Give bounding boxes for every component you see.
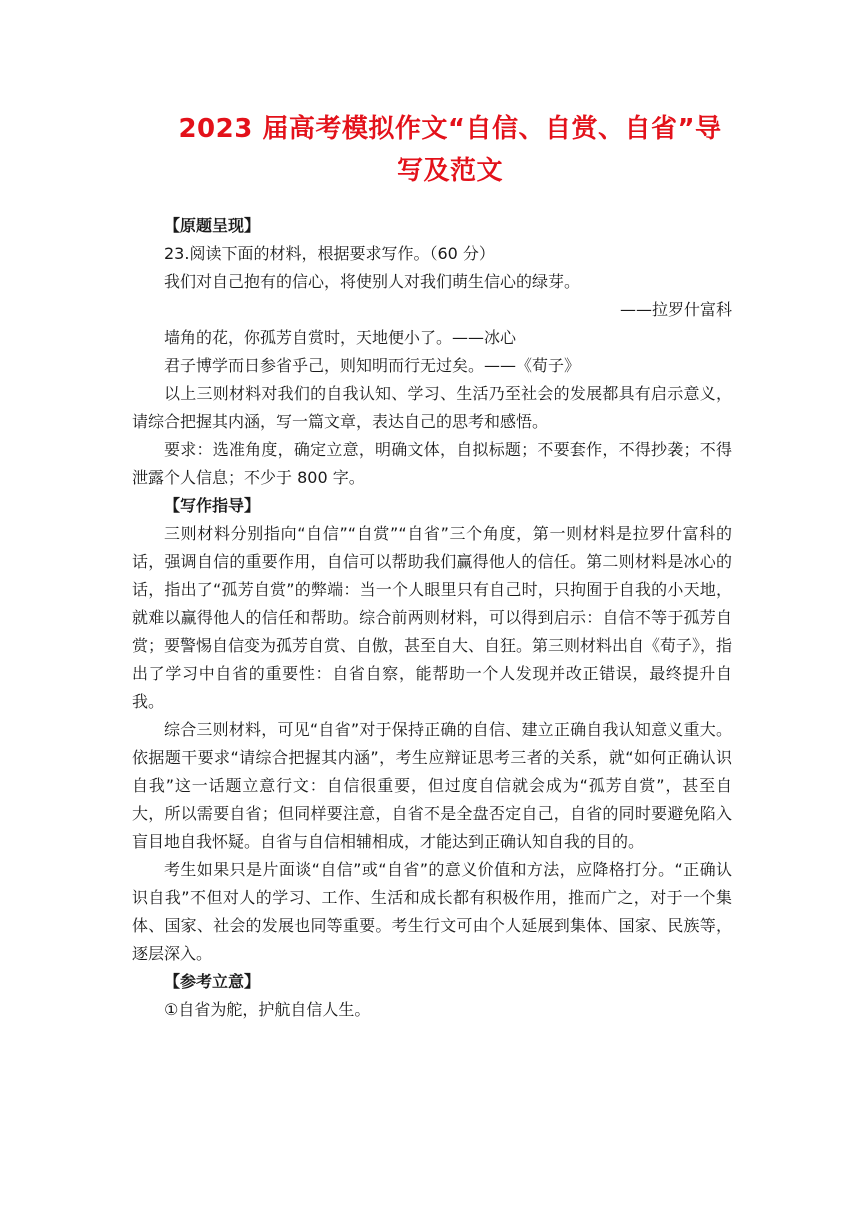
quote-1: 我们对自己抱有的信心，将使别人对我们萌生信心的绿芽。 [164,272,581,291]
document-title [140,108,760,192]
section-heading-reference: 【参考立意】 [164,972,261,991]
prompt-instruction: 以上三则材料对我们的自我认知、学习、生活乃至社会的发展都具有启示意义，请综合把握其内涵，写一篇文章，表达自己的思考和感悟。 [132,384,732,431]
prompt-requirements: 要求：选准角度，确定立意，明确文体，自拟标题；不要套作，不得抄袭；不得泄露个人信息；不少于 800 字。 [132,440,732,487]
quote-3: 君子博学而日参省乎己，则知明而行无过矣。——《荀子》 [164,356,581,375]
document-body [132,212,732,1024]
section-heading-guide: 【写作指导】 [164,496,261,515]
section-heading-prompt: 【原题呈现】 [164,216,261,235]
title-line-1: 2023 届高考模拟作文“自信、自赏、自省”导 [178,114,722,144]
guide-paragraph-1: 三则材料分别指向“自信”“自赏”“自省”三个角度，第一则材料是拉罗什富科的话，强调自信的重要作用，自信可以帮助我们赢得他人的信任。第二则材料是冰心的话，指出了“孤芳自赏”的弊端：当一个人眼里只有自己时，只拘囿于自我的小天地，就难以赢得他人的信任和帮助。综合前两则材料，可以得到启示：自信不等于孤芳自赏；要警惕自信变为孤芳自赏、自傲，甚至自大、自狂。第三则材料出自《荀子》，指出了学习中自省的重要性：自省自察，能帮助一个人发现并改正错误，最终提升自我。 [132,524,733,711]
reference-item-1: ①自省为舵，护航自信人生。 [164,1000,371,1019]
title-line-2: 写及范文 [396,156,503,186]
guide-paragraph-2: 综合三则材料，可见“自省”对于保持正确的自信、建立正确自我认知意义重大。依据题干要求“请综合把握其内涵”，考生应辩证思考三者的关系，就“如何正确认识自我”这一话题立意行文：自信很重要，但过度自信就会成为“孤芳自赏”，甚至自大，所以需要自省；但同样要注意，自省不是全盘否定自己，自省的同时要避免陷入盲目地自我怀疑。自省与自信相辅相成，才能达到正确认知自我的目的。 [132,720,732,851]
quote-2: 墙角的花，你孤芳自赏时，天地便小了。——冰心 [164,328,517,347]
guide-paragraph-3: 考生如果只是片面谈“自信”或“自省”的意义价值和方法，应降格打分。“正确认识自我”不但对人的学习、工作、生活和成长都有积极作用，推而广之，对于一个集体、国家、社会的发展也同等重要。考生行文可由个人延展到集体、国家、民族等，逐层深入。 [132,860,732,963]
quote-1-author: ——拉罗什富科 [619,300,732,319]
prompt-question: 23.阅读下面的材料，根据要求写作。（60 分） [164,244,495,263]
